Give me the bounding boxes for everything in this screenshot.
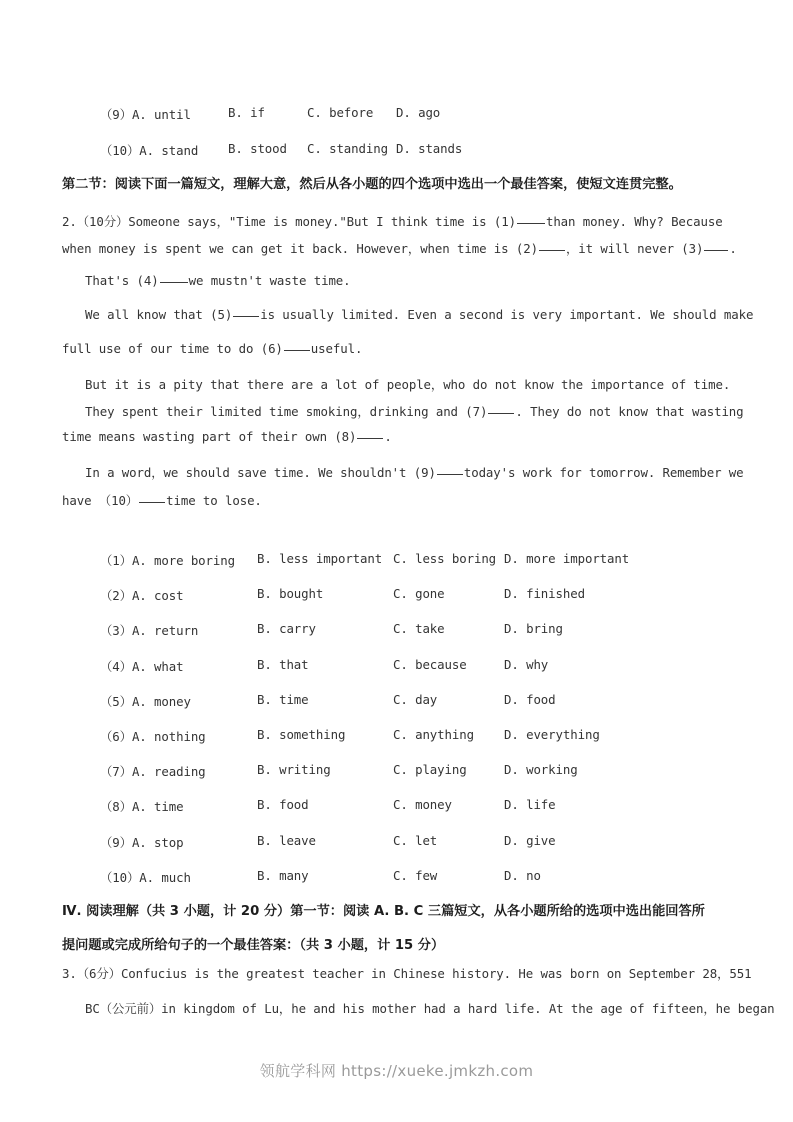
choice-row-10-number-and-option-a[interactable]: （10）A. much [100,870,191,885]
choice-row-7 [0,762,793,784]
choice-row-4-option-d[interactable]: D. why [504,657,549,672]
choice-row-4-option-b[interactable]: B. that [257,657,309,672]
passage-line-2 [62,239,737,257]
passage-line-3 [85,273,351,288]
carryover-row-9-number-and-option-a[interactable]: （9）A. until [100,107,191,122]
choice-row-9-option-d[interactable]: D. give [504,833,556,848]
choice-row-1-option-d[interactable]: D. more important [504,551,630,566]
choice-row-1 [0,551,793,573]
passage-text: time to lose. [166,493,262,508]
choice-row-8-option-b[interactable]: B. food [257,797,309,812]
carryover-choice-row-9 [0,105,793,127]
passage-text: 2.（10分）Someone says，"Time is money."But I think time is (1) [62,214,516,229]
passage-text: we mustn't waste time. [188,273,351,288]
answer-blank[interactable] [160,282,188,283]
passage-line-1 [62,212,723,230]
section-2-heading-text: 第二节：阅读下面一篇短文，理解大意，然后从各小题的四个选项中选出一个最佳答案，使短文连贯完整。 [62,177,682,192]
choice-row-6-option-b[interactable]: B. something [257,727,346,742]
choice-row-7-number-and-option-a[interactable]: （7）A. reading [100,764,206,779]
choice-row-1-number-and-option-a[interactable]: （1）A. more boring [100,553,235,568]
choice-row-6-option-c[interactable]: C. anything [393,727,474,742]
carryover-row-9-option-c[interactable]: C. before [307,105,374,120]
choice-row-3-number-and-option-a[interactable]: （3）A. return [100,623,199,638]
choice-row-8 [0,797,793,819]
choice-row-10-option-c[interactable]: C. few [393,868,438,883]
choice-row-10-option-b[interactable]: B. many [257,868,309,883]
passage-text: today's work for tomorrow. Remember we [463,465,744,480]
choice-row-5 [0,692,793,714]
choice-row-7-option-c[interactable]: C. playing [393,762,467,777]
choice-row-9-number-and-option-a[interactable]: （9）A. stop [100,835,184,850]
choice-row-5-option-d[interactable]: D. food [504,692,556,707]
carryover-row-10-option-b[interactable]: B. stood [228,141,287,156]
answer-blank[interactable] [517,223,545,224]
passage-line-5 [62,341,362,356]
choice-row-3-option-c[interactable]: C. take [393,621,445,636]
choice-row-7-option-d[interactable]: D. working [504,762,578,777]
choice-row-6-option-d[interactable]: D. everything [504,727,600,742]
site-watermark: 领航学科网 https://xueke.jmkzh.com [259,1062,534,1080]
choice-row-2 [0,586,793,608]
answer-blank[interactable] [284,350,310,351]
choice-row-10-option-d[interactable]: D. no [504,868,541,883]
choice-row-2-option-c[interactable]: C. gone [393,586,445,601]
choice-row-1-option-c[interactable]: C. less boring [393,551,497,566]
passage-text: is usually limited. Even a second is very important. We should make [260,307,754,322]
passage-text: They spent their limited time smoking，drinking and (7) [85,404,488,419]
passage-text: full use of our time to do (6) [62,341,283,356]
choice-row-8-option-c[interactable]: C. money [393,797,452,812]
choice-row-3-option-d[interactable]: D. bring [504,621,563,636]
choice-row-1-option-b[interactable]: B. less important [257,551,383,566]
question-3-line-1: 3.（6分）Confucius is the greatest teacher in Chinese history. He was born on September 28，551 [62,966,752,981]
carryover-row-10-number-and-option-a[interactable]: （10）A. stand [100,143,199,158]
passage-text: . [729,241,737,256]
passage-line-8 [62,429,392,444]
choice-row-10 [0,868,793,890]
passage-text: ，it will never (3) [565,241,704,256]
choice-row-9-option-b[interactable]: B. leave [257,833,316,848]
choice-row-8-option-d[interactable]: D. life [504,797,556,812]
passage-line-4 [85,307,753,322]
passage-line-10 [62,491,262,509]
carryover-choice-row-10 [0,141,793,163]
choice-row-8-number-and-option-a[interactable]: （8）A. time [100,799,184,814]
choice-row-5-option-b[interactable]: B. time [257,692,309,707]
choice-row-6-number-and-option-a[interactable]: （6）A. nothing [100,729,206,744]
carryover-row-10-option-c[interactable]: C. standing [307,141,388,156]
passage-text: time means wasting part of their own (8) [62,429,357,444]
answer-blank[interactable] [704,250,728,251]
passage-text: In a word，we should save time. We shouldn't (9) [85,465,436,480]
passage-text: . They do not know that wasting [515,404,744,419]
choice-row-4-number-and-option-a[interactable]: （4）A. what [100,659,184,674]
passage-text: . [384,429,392,444]
choice-row-3 [0,621,793,643]
answer-blank[interactable] [139,502,165,503]
passage-line-6 [85,375,730,393]
section-4-heading-line-1: Ⅳ. 阅读理解（共 3 小题，计 20 分）第一节：阅读 A. B. C 三篇短文，从各小题所给的选项中选出能回答所 [62,904,705,919]
choice-row-4-option-c[interactable]: C. because [393,657,467,672]
answer-blank[interactable] [488,413,514,414]
passage-line-7 [85,402,744,420]
answer-blank[interactable] [357,438,383,439]
choice-row-9-option-c[interactable]: C. let [393,833,438,848]
carryover-row-10-option-d[interactable]: D. stands [396,141,463,156]
answer-blank[interactable] [233,316,259,317]
choice-row-5-option-c[interactable]: C. day [393,692,438,707]
choice-row-9 [0,833,793,855]
carryover-row-9-option-d[interactable]: D. ago [396,105,441,120]
section-4-heading [62,900,705,953]
section-2-heading [62,173,682,192]
choice-row-3-option-b[interactable]: B. carry [257,621,316,636]
passage-text: than money. Why? Because [545,214,723,229]
choice-row-5-number-and-option-a[interactable]: （5）A. money [100,694,191,709]
carryover-row-9-option-b[interactable]: B. if [228,105,265,120]
choice-row-2-number-and-option-a[interactable]: （2）A. cost [100,588,184,603]
choice-row-4 [0,657,793,679]
section-4-heading-line-2: 提问题或完成所给句子的一个最佳答案：（共 3 小题，计 15 分） [62,938,445,953]
answer-blank[interactable] [437,474,463,475]
choice-row-2-option-b[interactable]: B. bought [257,586,324,601]
choice-row-2-option-d[interactable]: D. finished [504,586,585,601]
passage-text: We all know that (5) [85,307,233,322]
passage-text: That's (4) [85,273,159,288]
passage-text: But it is a pity that there are a lot of people，who do not know the importance of time. [85,377,731,392]
answer-blank[interactable] [539,250,565,251]
passage-text: when money is spent we can get it back. However，when time is (2) [62,241,538,256]
passage-text: have （10） [62,493,139,508]
passage-line-9 [85,463,744,481]
choice-row-6 [0,727,793,749]
passage-text: useful. [310,341,363,356]
choice-row-7-option-b[interactable]: B. writing [257,762,331,777]
question-3-line-2: BC（公元前）in kingdom of Lu，he and his mother had a hard life. At the age of fifteen，he began [85,1001,775,1016]
